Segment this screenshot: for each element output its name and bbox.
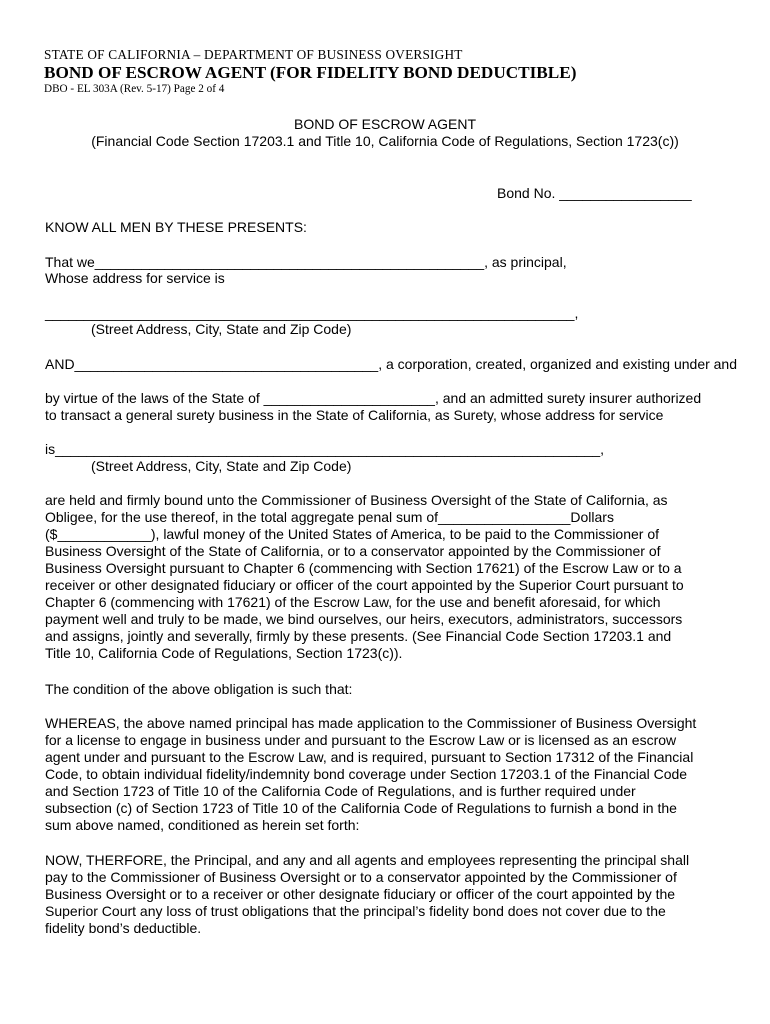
paragraph-line: are held and firmly bound unto the Commissioner of Business Oversight of the State of California, as (45, 492, 668, 508)
paragraph-line: ($____________), lawful money of the United States of America, to be paid to the Commissioner of (45, 526, 660, 542)
paragraph-line: pay to the Commissioner of Business Oversight or to a conservator appointed by the Commissioner of (45, 869, 677, 885)
paragraph-line: Business Oversight pursuant to Chapter 6 (commencing with Section 17621) of the Escrow Law or to a (45, 560, 682, 576)
now-therefore-paragraph (45, 852, 689, 937)
paragraph-line: and Section 1723 of Title 10 of the California Code of Regulations, and is further required under (45, 783, 636, 799)
paragraph-line: receiver or other designated fiduciary or officer of the court appointed by the Superior Court pursuant to (45, 577, 684, 593)
surety-address-caption: (Street Address, City, State and Zip Code) (91, 458, 352, 474)
paragraph-line: Chapter 6 (commencing with 17621) of the Escrow Law, for the use and benefit aforesaid, for which (45, 594, 661, 610)
paragraph-line: agent under and pursuant to the Escrow Law, and is required, pursuant to Section 17312 of the Financial (45, 749, 694, 765)
paragraph-line: Title 10, California Code of Regulations, Section 1723(c)). (45, 645, 403, 661)
paragraph-line: and assigns, jointly and severally, firmly by these presents. (See Financial Code Section 17203.1 and (45, 628, 672, 644)
paragraph-line: WHEREAS, the above named principal has made application to the Commissioner of Business Oversight (45, 715, 697, 731)
principal-address-line: ____________________________________________________________________, (45, 305, 579, 321)
surety-business-line: to transact a general surety business in the State of California, as Surety, whose address for service (45, 407, 664, 423)
paragraph-line: payment well and truly to be made, we bind ourselves, our heirs, executors, administrators, successors (45, 611, 683, 627)
condition-statement: The condition of the above obligation is such that: (45, 681, 353, 697)
document-subtitle: (Financial Code Section 17203.1 and Title 10, California Code of Regulations, Section 1723(c)) (91, 133, 679, 149)
bound-paragraph (45, 492, 684, 662)
paragraph-line: Business Oversight or to a receiver or other designate fiduciary or officer of the court appointed by the (45, 886, 676, 902)
paragraph-line: Obligee, for the use thereof, in the total aggregate penal sum of_________________Dollars (45, 509, 614, 525)
whose-address-label: Whose address for service is (45, 270, 225, 286)
agency-header: STATE OF CALIFORNIA – DEPARTMENT OF BUSINESS OVERSIGHT (44, 47, 463, 62)
whereas-paragraph (45, 715, 696, 834)
paragraph-line: subsection (c) of Section 1723 of Title 10 of the California Code of Regulations to furnish a bond in the (45, 800, 677, 816)
form-revision: DBO - EL 303A (Rev. 5-17) Page 2 of 4 (44, 83, 225, 95)
paragraph-line: NOW, THERFORE, the Principal, and any and all agents and employees representing the principal shall (45, 852, 690, 868)
paragraph-line: for a license to engage in business under and pursuant to the Escrow Law or is licensed as an escrow (45, 732, 677, 748)
form-title: BOND OF ESCROW AGENT (FOR FIDELITY BOND DEDUCTIBLE) (44, 63, 577, 82)
paragraph-line: fidelity bond’s deductible. (45, 920, 202, 936)
paragraph-line: sum above named, conditioned as herein set forth: (45, 817, 360, 833)
surety-address-line: is______________________________________________________________________, (45, 441, 605, 457)
know-all-heading: KNOW ALL MEN BY THESE PRESENTS: (45, 219, 307, 235)
bond-number-field: Bond No. _________________ (497, 185, 692, 201)
principal-line: That we__________________________________________________, as principal, (45, 254, 567, 270)
paragraph-line: Business Oversight of the State of California, or to a conservator appointed by the Commissioner of (45, 543, 661, 559)
principal-address-caption: (Street Address, City, State and Zip Code) (91, 321, 352, 337)
document-title: BOND OF ESCROW AGENT (293, 116, 476, 132)
surety-state-line: by virtue of the laws of the State of ______________________, and an admitted surety insurer authorized (45, 390, 702, 406)
paragraph-line: Code, to obtain individual fidelity/indemnity bond coverage under Section 17203.1 of the Financial Code (45, 766, 688, 782)
surety-corporation-line: AND_______________________________________, a corporation, created, organized and existing under and (45, 356, 738, 372)
paragraph-line: Superior Court any loss of trust obligations that the principal’s fidelity bond does not cover due to the (45, 903, 666, 919)
